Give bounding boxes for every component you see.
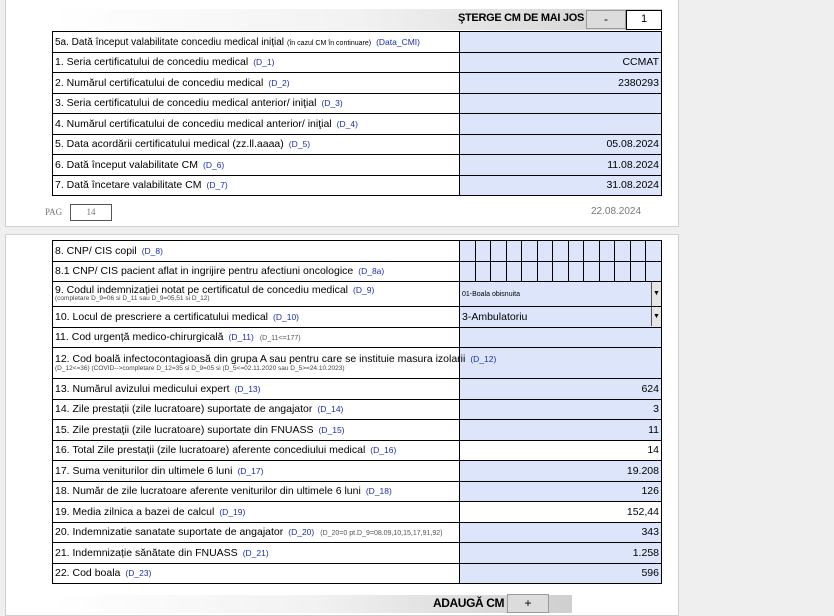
field-value[interactable]: 2380293 [460, 73, 662, 94]
details-row [53, 481, 662, 502]
field-label: 3. Seria certificatului de concediu medical anterior/ iniţial (D_3) [53, 93, 460, 114]
field-value[interactable] [460, 114, 662, 135]
certificate-row [53, 73, 662, 94]
field-label: 14. Zile prestații (zile lucratoare) suportate de angajator (D_14) [53, 399, 460, 420]
field-value[interactable]: 31.08.2024 [460, 175, 662, 196]
row-d9 [53, 282, 662, 307]
field-value[interactable]: 1.258 [460, 543, 662, 564]
details-table [52, 240, 662, 584]
field-label: 2. Numărul certificatului de concediu medical (D_2) [53, 73, 460, 94]
field-label: 17. Suma veniturilor din ultimele 6 luni (D_17) [53, 461, 460, 482]
row-d11 [53, 327, 662, 348]
details-row [53, 563, 662, 584]
field-label: 20. Indemnizatie sanatate suportate de angajator (D_20) (D_20=0 pt.D_9=08.09,10,15,17,91,92) [53, 522, 460, 543]
field-value[interactable]: 126 [460, 481, 662, 502]
row-d8a [53, 261, 662, 282]
delete-cm-label: ŞTERGE CM DE MAI JOS [457, 12, 584, 24]
field-value[interactable]: 11 [460, 420, 662, 441]
field-label: 15. Zile prestaţii (zile lucratoare) suportate din FNUASS (D_15) [53, 420, 460, 441]
field-label: 13. Numărul avizului medicului expert (D_13) [53, 379, 460, 400]
row-d12 [53, 348, 662, 379]
page-number-field[interactable]: 14 [70, 204, 112, 221]
field-value[interactable]: 152,44 [460, 502, 662, 523]
delete-bar [52, 9, 662, 30]
field-label: 21. Indemnizație sănătate din FNUASS (D_21) [53, 543, 460, 564]
details-row [53, 522, 662, 543]
details-row [53, 420, 662, 441]
details-row [53, 502, 662, 523]
chevron-down-icon[interactable]: ▼ [651, 307, 661, 326]
field-value[interactable] [460, 93, 662, 114]
details-row [53, 461, 662, 482]
d8-label: 8. CNP/ CIS copil (D_8) [53, 241, 460, 262]
field-value[interactable]: 11.08.2024 [460, 155, 662, 176]
certificate-row [53, 32, 662, 53]
row-d8 [53, 241, 662, 262]
chevron-down-icon[interactable]: ▼ [651, 282, 661, 306]
field-label: 5. Data acordării certificatului medical (zz.ll.aaaa) (D_5) [53, 134, 460, 155]
field-label: 1. Seria certificatului de concediu medical (D_1) [53, 52, 460, 73]
cnp-copil-input[interactable] [460, 241, 662, 262]
details-row [53, 399, 662, 420]
certificate-table [52, 31, 662, 196]
field-value[interactable]: 596 [460, 563, 662, 584]
delete-cm-button[interactable]: - [586, 10, 626, 29]
certificate-row [53, 52, 662, 73]
d9-select[interactable]: 01-Boala obisnuita ▼ [460, 282, 662, 307]
d11-label: 11. Cod urgență medico-chirurgicală (D_11) (D_11<=177) [53, 327, 460, 348]
add-cm-label: ADAUGĂ CM [433, 596, 505, 610]
d9-label: 9. Codul indemnizației notat pe certificatul de concediu medical (D_9) (completare D_9=06 si D_11 sau D_9=05,51 si D_12) [53, 282, 460, 307]
field-label: 22. Cod boala (D_23) [53, 563, 460, 584]
d10-select[interactable]: 3-Ambulatoriu ▼ [460, 307, 662, 328]
cnp-pacient-input[interactable] [460, 261, 662, 282]
details-row [53, 379, 662, 400]
field-label: 4. Numărul certificatului de concediu medical anterior/ iniţial (D_4) [53, 114, 460, 135]
field-label: 7. Dată încetare valabilitate CM (D_7) [53, 175, 460, 196]
field-value[interactable]: CCMAT [460, 52, 662, 73]
d11-input[interactable] [460, 327, 662, 348]
field-label: 19. Media zilnica a bazei de calcul (D_19) [53, 502, 460, 523]
field-value[interactable]: 3 [460, 399, 662, 420]
field-value[interactable]: 343 [460, 522, 662, 543]
certificate-row [53, 155, 662, 176]
certificate-row [53, 175, 662, 196]
field-label: 18. Număr de zile lucratoare aferente veniturilor din ultimele 6 luni (D_18) [53, 481, 460, 502]
field-value[interactable]: 624 [460, 379, 662, 400]
field-label: 16. Total Zile prestații (zile lucratoare) aferente concediului medical (D_16) [53, 440, 460, 461]
print-date: 22.08.2024 [591, 206, 642, 217]
field-value[interactable] [460, 32, 662, 53]
field-label: 5a. Dată început valabilitate concediu medical inițial (în cazul CM în continuare) (Data_CMI) [53, 32, 460, 53]
field-value[interactable]: 05.08.2024 [460, 134, 662, 155]
d10-label: 10. Locul de prescriere a certificatului medical (D_10) [53, 307, 460, 328]
field-value[interactable]: 14 [460, 440, 662, 461]
d12-label: 12. Cod boală infectocontagioasă din grupa A sau pentru care se instituie masura izolarii (D_12) (D_12<=36) (COVID-->completare D_12=35 si D_9=05 si (D_5<=02.11.2020 sau D_5>=24.10.2023) [53, 348, 460, 379]
certificate-row [53, 93, 662, 114]
field-value[interactable]: 19.208 [460, 461, 662, 482]
details-row [53, 543, 662, 564]
d8a-label: 8.1 CNP/ CIS pacient aflat in ingrijire pentru afectiuni oncologice (D_8a) [53, 261, 460, 282]
field-label: 6. Dată început valabilitate CM (D_6) [53, 155, 460, 176]
certificate-row [53, 114, 662, 135]
page-label: PAG [45, 207, 63, 217]
row-d10 [53, 307, 662, 328]
details-row [53, 440, 662, 461]
cm-count-field[interactable]: 1 [626, 10, 662, 30]
add-cm-button[interactable]: + [507, 594, 549, 613]
certificate-row [53, 134, 662, 155]
